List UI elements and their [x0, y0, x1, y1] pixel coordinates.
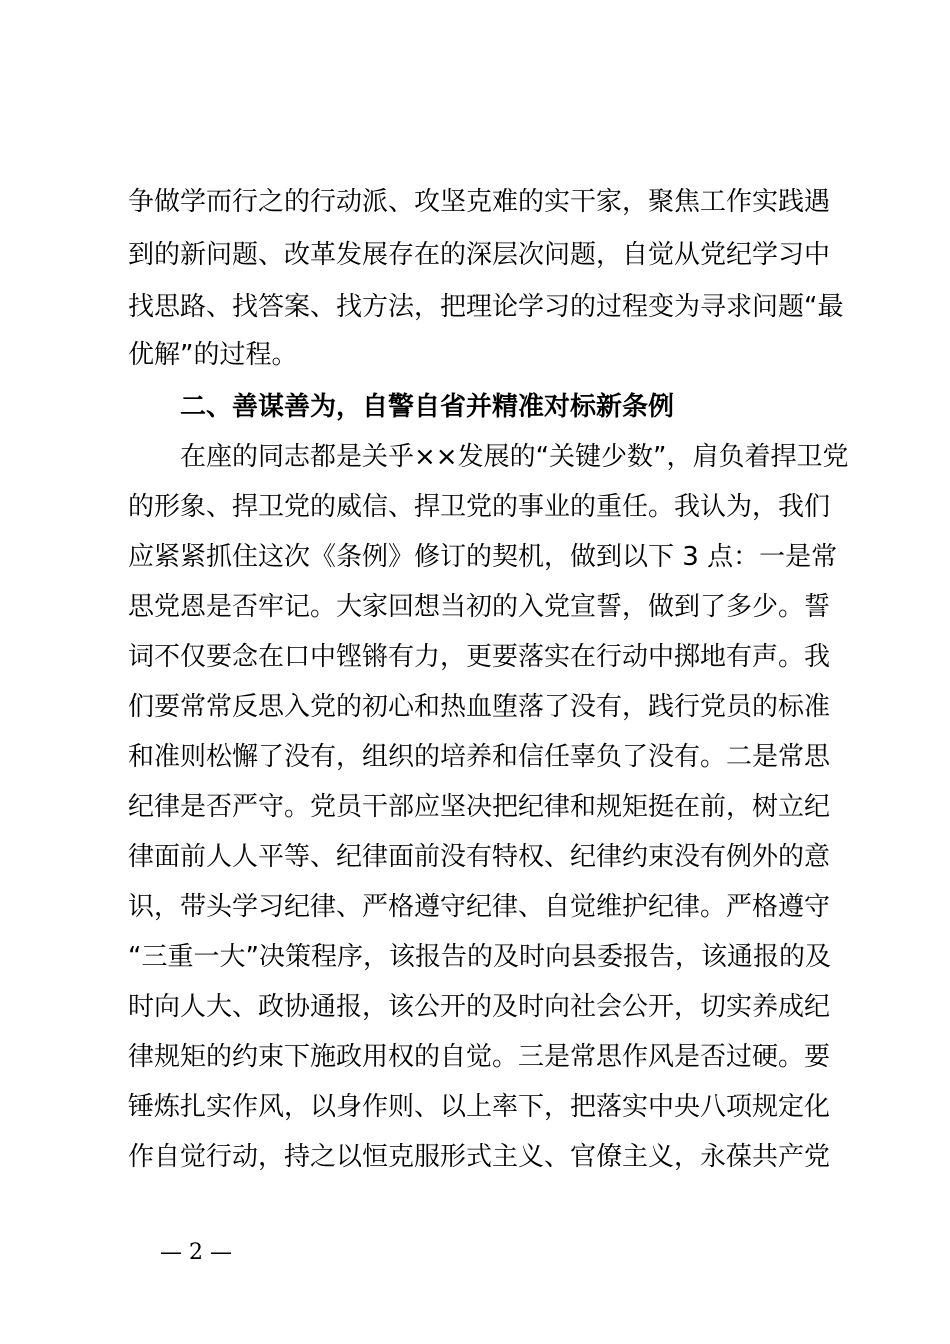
- body-text-line: “三重一大”决策程序，该报告的及时向县委报告，该通报的及: [128, 942, 831, 972]
- page-number: — 2 —: [160, 1240, 232, 1265]
- body-text-line: 和准则松懈了没有，组织的培养和信任辜负了没有。二是常思: [128, 742, 831, 772]
- body-text-line: 们要常常反思入党的初心和热血堕落了没有，践行党员的标准: [128, 692, 831, 722]
- body-text-line: 应紧紧抓住这次《条例》修订的契机，做到以下 3 点：一是常: [128, 542, 838, 572]
- body-text-line: 的形象、捍卫党的威信、捍卫党的事业的重任。我认为，我们: [128, 492, 831, 522]
- body-text-line: 到的新问题、改革发展存在的深层次问题，自觉从党纪学习中: [128, 240, 831, 270]
- body-text-line: 识，带头学习纪律、严格遵守纪律、自觉维护纪律。严格遵守: [128, 892, 831, 922]
- body-text-line: 在座的同志都是关乎××发展的“关键少数”，肩负着捍卫党: [180, 442, 849, 472]
- body-text-line: 律规矩的约束下施政用权的自觉。三是常思作风是否过硬。要: [128, 1042, 831, 1072]
- body-text-line: 时向人大、政协通报，该公开的及时向社会公开，切实养成纪: [128, 992, 831, 1022]
- body-text-line: 思党恩是否牢记。大家回想当初的入党宣誓，做到了多少。誓: [128, 592, 831, 622]
- section-heading: 二、善谋善为，自警自省并精准对标新条例: [180, 392, 675, 422]
- body-text-line: 纪律是否严守。党员干部应坚决把纪律和规矩挺在前，树立纪: [128, 792, 831, 822]
- body-text-line: 优解”的过程。: [128, 340, 298, 370]
- body-text-line: 争做学而行之的行动派、攻坚克难的实干家，聚焦工作实践遇: [128, 187, 831, 217]
- body-text-line: 找思路、找答案、找方法，把理论学习的过程变为寻求问题“最: [128, 292, 844, 322]
- body-text-line: 律面前人人平等、纪律面前没有特权、纪律约束没有例外的意: [128, 842, 831, 872]
- body-text-line: 词不仅要念在口中铿锵有力，更要落实在行动中掷地有声。我: [128, 642, 831, 672]
- body-text-line: 锤炼扎实作风，以身作则、以上率下，把落实中央八项规定化: [128, 1092, 831, 1122]
- body-text-line: 作自觉行动，持之以恒克服形式主义、官僚主义，永葆共产党: [128, 1142, 831, 1172]
